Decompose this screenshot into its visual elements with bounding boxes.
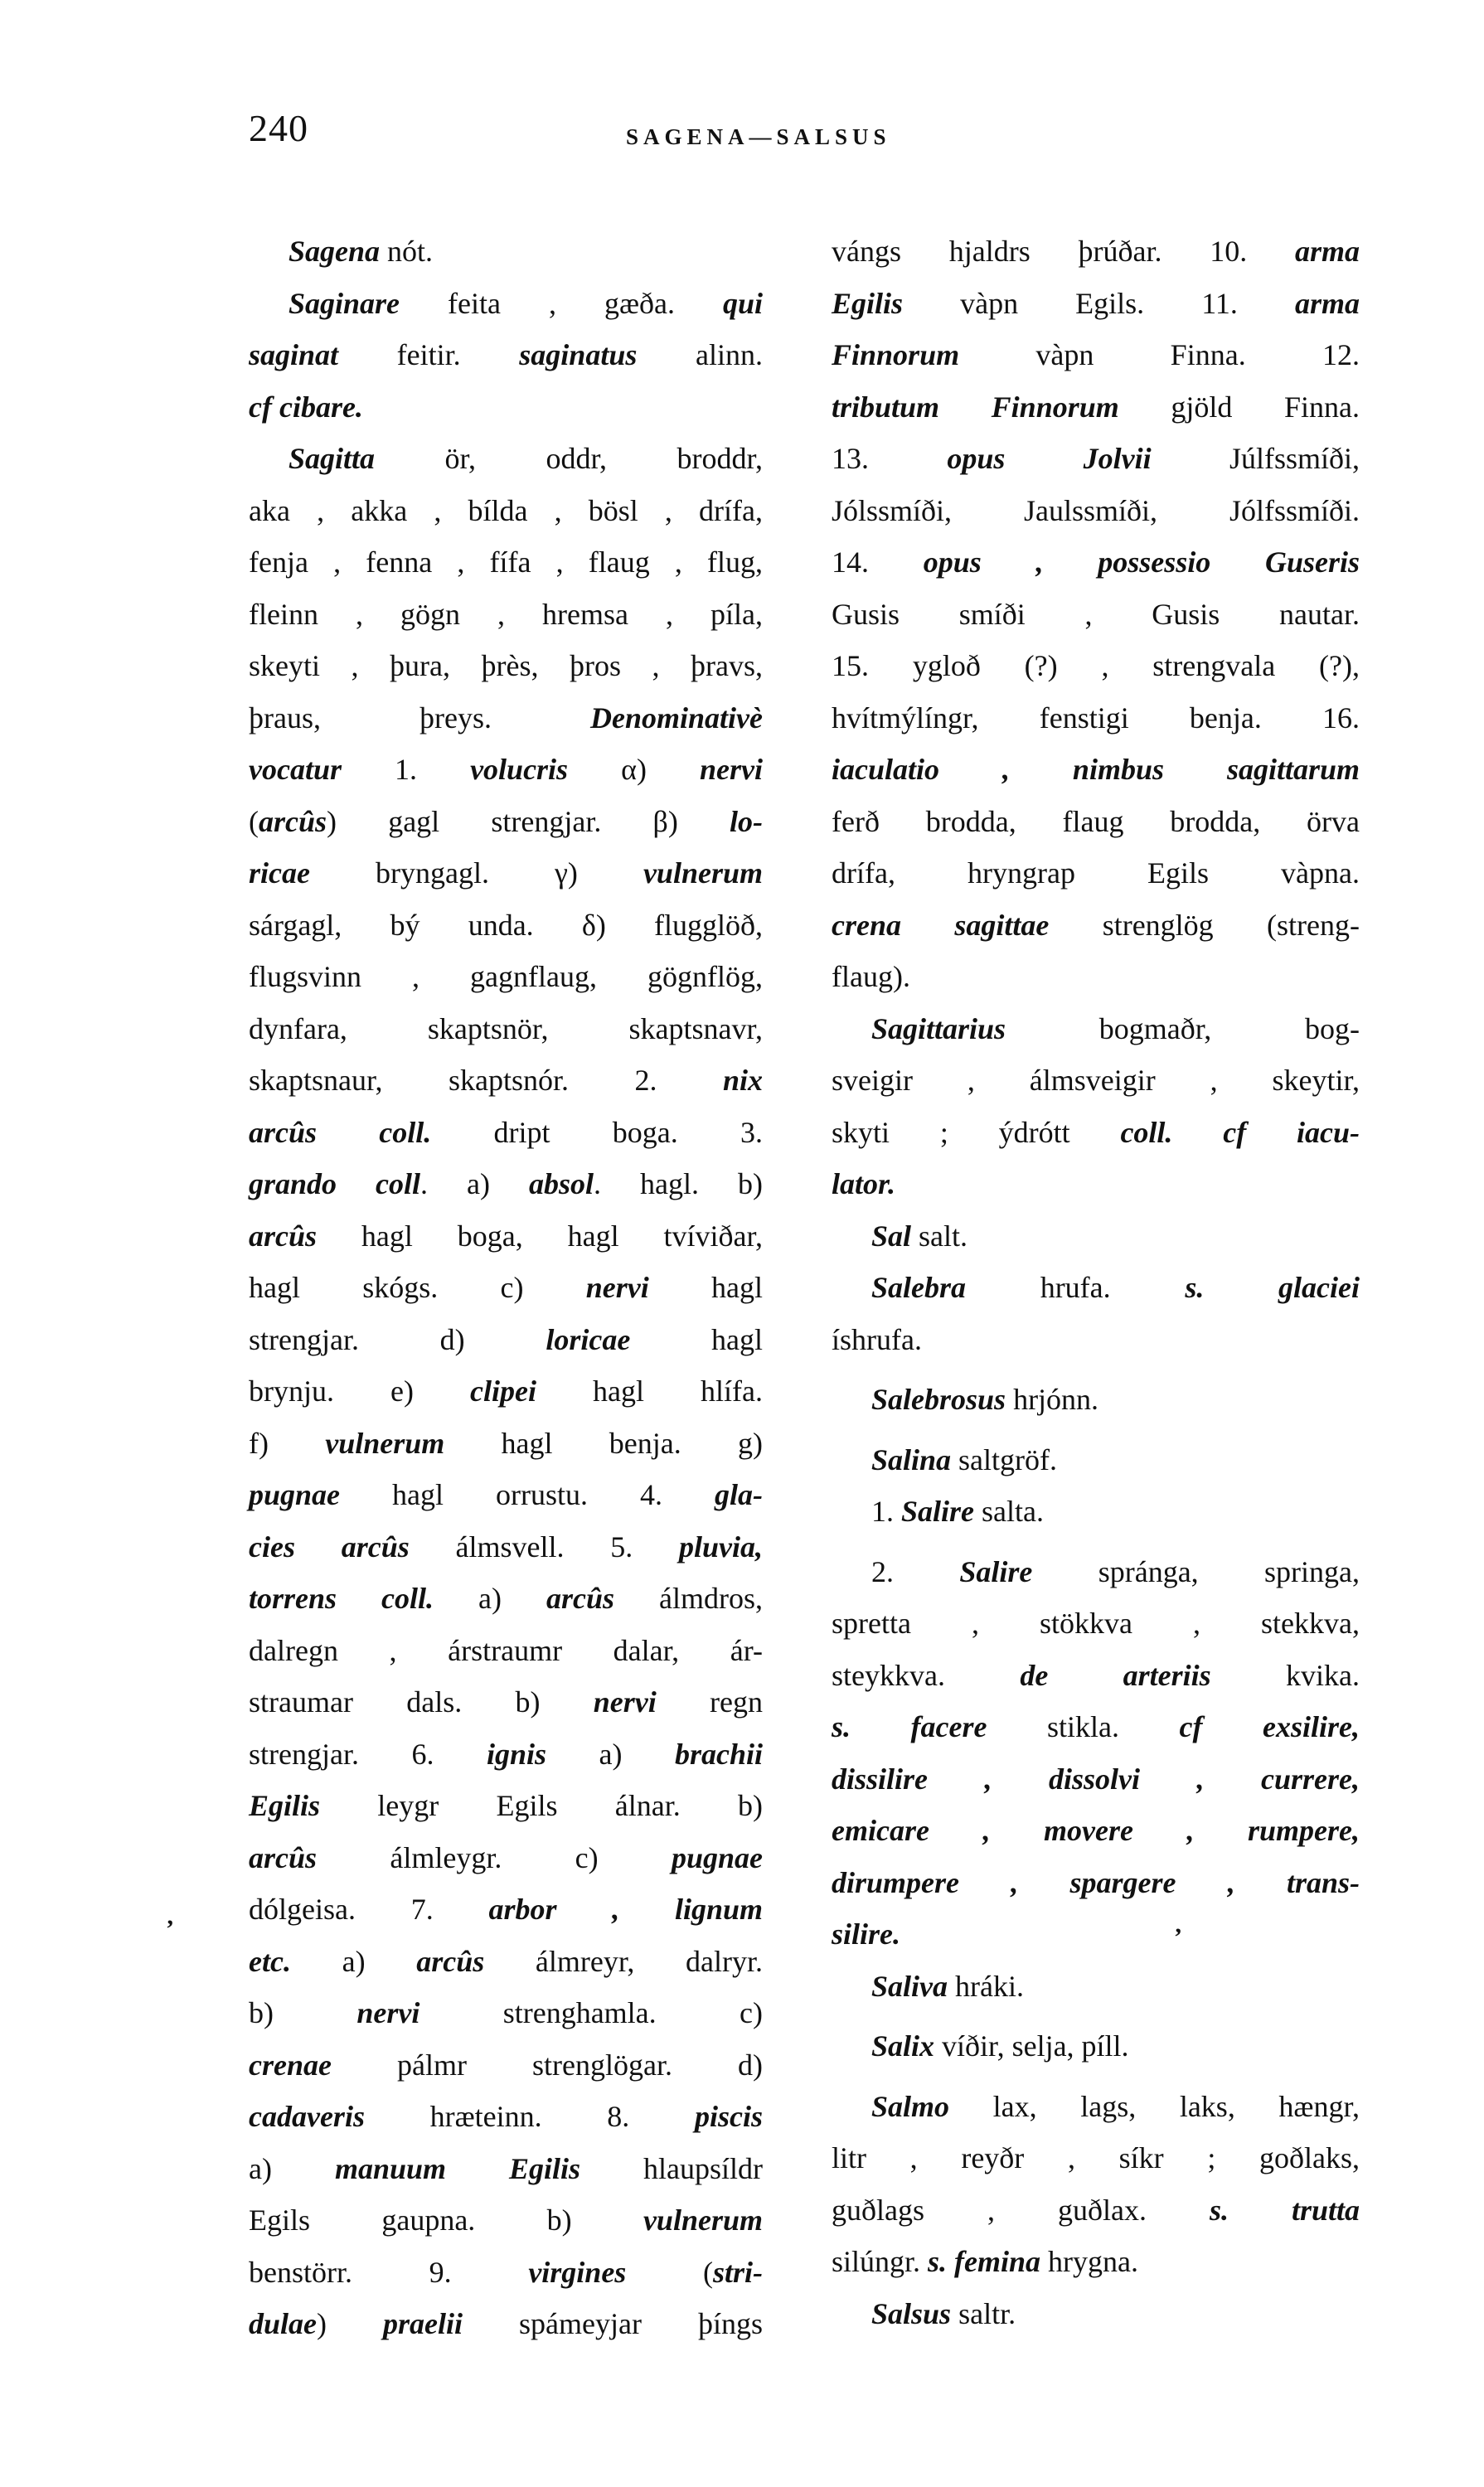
- latin-term: etc.: [249, 1944, 291, 1978]
- latin-term: vulnerum: [643, 856, 763, 890]
- latin-term: cf exsilire,: [1179, 1710, 1360, 1743]
- icelandic-text: a): [546, 1737, 675, 1771]
- icelandic-text: straumar dals. b): [249, 1685, 594, 1719]
- text-line: [249, 1728, 763, 1781]
- scan-speck: ’: [166, 1915, 174, 1942]
- icelandic-text: hagl boga, hagl tvíviðar,: [317, 1219, 763, 1253]
- latin-term: grando coll: [249, 1167, 421, 1200]
- latin-term: nervi: [585, 1271, 649, 1304]
- latin-term: arcûs: [259, 804, 327, 838]
- icelandic-text: silúngr.: [832, 2245, 929, 2278]
- latin-term: Salix: [871, 2029, 935, 2063]
- latin-term: brachii: [674, 1737, 763, 1771]
- icelandic-text: aka , akka , bílda , bösl , drífa,: [249, 493, 763, 527]
- text-line: [832, 1597, 1360, 1650]
- icelandic-text: spámeyjar þíngs: [463, 2307, 763, 2340]
- text-line: [832, 1054, 1360, 1107]
- icelandic-text: strenglög (streng-: [1049, 908, 1360, 942]
- icelandic-text: alinn.: [637, 338, 763, 371]
- latin-term: lo-: [730, 804, 763, 838]
- text-line: [249, 1054, 763, 1107]
- text-line: [832, 1374, 1360, 1426]
- latin-term: Salebra: [871, 1271, 967, 1304]
- latin-term: torrens coll.: [249, 1582, 434, 1615]
- text-line: [832, 1805, 1360, 1857]
- text-line: [249, 536, 763, 589]
- page-number: 240: [249, 107, 308, 149]
- icelandic-text: hvítmýlíngr, fenstigi benja. 16.: [832, 701, 1360, 734]
- icelandic-text: álmreyr, dalryr.: [484, 1944, 763, 1978]
- text-line: [832, 433, 1360, 485]
- icelandic-text: benstörr. 9.: [249, 2255, 529, 2289]
- latin-term: crenae: [249, 2048, 332, 2082]
- icelandic-text: 15. yglоð (?) , strengvala (?),: [832, 649, 1360, 682]
- text-line: [832, 2081, 1360, 2133]
- text-line: [249, 1573, 763, 1625]
- icelandic-text: [317, 1116, 379, 1149]
- latin-term: ignis: [486, 1737, 547, 1771]
- icelandic-text: fenja , fenna , fífa , flaug , flug,: [249, 545, 763, 579]
- icelandic-text: saltgröf.: [951, 1442, 1058, 1476]
- text-line: [249, 278, 763, 330]
- icelandic-text: . hagl. b): [594, 1167, 764, 1200]
- icelandic-text: íshrufa.: [832, 1322, 922, 1356]
- latin-term: s. trutta: [1209, 2193, 1360, 2227]
- latin-term: Sagitta: [289, 442, 376, 475]
- latin-term: clipei: [470, 1374, 536, 1408]
- icelandic-text: álmdros,: [614, 1582, 763, 1615]
- text-line: [832, 744, 1360, 796]
- icelandic-text: Jólssmíði, Jaulssmíði, Jólfssmíði.: [832, 493, 1360, 527]
- text-line: [249, 2298, 763, 2350]
- icelandic-text: ferð brodda, flaug brodda, örva: [832, 804, 1360, 838]
- icelandic-text: dólgeisa. 7.: [249, 1893, 489, 1926]
- latin-term: nervi: [700, 753, 763, 786]
- icelandic-text: hagl hlífa.: [536, 1374, 763, 1408]
- latin-term: saginat: [249, 338, 339, 371]
- icelandic-text: spretta , stökkva , stekkva,: [832, 1607, 1360, 1640]
- latin-term: arcûs: [249, 1219, 318, 1253]
- latin-term: qui: [722, 286, 763, 320]
- text-line: [249, 1314, 763, 1366]
- icelandic-text: hrjónn.: [1006, 1383, 1099, 1416]
- latin-term: Saginare: [289, 286, 400, 320]
- latin-term: Denominativè: [590, 701, 763, 734]
- text-line: [832, 640, 1360, 692]
- icelandic-text: hagl benja. g): [444, 1426, 763, 1460]
- text-line: [249, 225, 763, 278]
- text-line: [249, 381, 763, 434]
- text-line: [249, 1987, 763, 2039]
- icelandic-text: strengjar. 6.: [249, 1737, 487, 1771]
- latin-term: arcûs: [249, 1840, 318, 1874]
- icelandic-text: ) gagl strengjar. β): [327, 804, 730, 838]
- latin-term: Finnorum: [832, 338, 960, 371]
- icelandic-text: spránga, springa,: [1032, 1554, 1360, 1588]
- latin-term: nervi: [356, 1996, 420, 2029]
- latin-term: s. glaciei: [1185, 1271, 1360, 1304]
- text-line: [832, 1262, 1360, 1314]
- latin-term: praelii: [383, 2307, 463, 2340]
- icelandic-text: drífa, hryngrap Egils vàpna.: [832, 856, 1360, 890]
- icelandic-text: kvika.: [1210, 1658, 1360, 1692]
- icelandic-text: ): [317, 2307, 384, 2340]
- text-line: [832, 536, 1360, 589]
- text-line: [832, 2288, 1360, 2340]
- text-line: [249, 1625, 763, 1677]
- latin-term: nervi: [593, 1685, 657, 1719]
- text-line: [832, 951, 1360, 1003]
- text-line: [249, 2091, 763, 2143]
- text-line: [832, 589, 1360, 641]
- icelandic-text: dript boga. 3.: [431, 1115, 763, 1149]
- text-line: [832, 1158, 1360, 1210]
- text-line: [832, 1003, 1360, 1055]
- icelandic-text: hráki.: [948, 1969, 1024, 2003]
- latin-term: Salsus: [871, 2296, 952, 2330]
- latin-term: Sagittarius: [871, 1011, 1006, 1045]
- text-line: [249, 1158, 763, 1210]
- text-line: [832, 1314, 1360, 1366]
- latin-term: nix: [722, 1064, 763, 1097]
- latin-term: Egilis: [249, 1789, 321, 1822]
- latin-term: stri-: [712, 2255, 763, 2289]
- icelandic-text: ör, oddr, broddr,: [375, 442, 763, 475]
- latin-term: arcûs: [249, 1115, 318, 1149]
- icelandic-text: stikla.: [987, 1710, 1180, 1743]
- icelandic-text: fleinn , gögn , hremsa , píla,: [249, 597, 763, 631]
- icelandic-text: 1.: [342, 753, 471, 786]
- icelandic-text: flaug).: [832, 960, 910, 993]
- latin-term: de arteriis: [1020, 1658, 1211, 1692]
- latin-term: gla-: [715, 1478, 763, 1511]
- text-line: [249, 1676, 763, 1728]
- text-line: [249, 329, 763, 381]
- icelandic-text: gjöld Finna.: [1118, 390, 1360, 424]
- latin-term: s. femina: [928, 2245, 1041, 2278]
- icelandic-text: 13.: [832, 442, 948, 475]
- icelandic-text: leygr Egils álnar. b): [320, 1789, 763, 1822]
- latin-term: piscis: [694, 2100, 763, 2133]
- latin-term: vocatur: [249, 753, 342, 786]
- icelandic-text: hagl: [630, 1322, 764, 1356]
- latin-term: Sal: [871, 1219, 912, 1253]
- icelandic-text: hlaupsíldr: [580, 2151, 763, 2185]
- latin-term: volucris: [470, 753, 569, 786]
- icelandic-text: [1172, 1116, 1223, 1149]
- icelandic-text: vángs hjaldrs þrúðar. 10.: [832, 235, 1295, 268]
- icelandic-text: flugsvinn , gagnflaug, gögnflög,: [249, 960, 763, 993]
- latin-term: saginatus: [519, 338, 638, 371]
- text-line: [249, 433, 763, 485]
- icelandic-text: hrygna.: [1040, 2245, 1138, 2278]
- icelandic-text: feita , gæða.: [400, 286, 723, 320]
- latin-term: silire.: [832, 1917, 901, 1951]
- text-line: [249, 1003, 763, 1055]
- icelandic-text: lax, lags, laks, hængr,: [949, 2089, 1360, 2123]
- latin-term: opus , possessio Guseris: [923, 545, 1360, 579]
- icelandic-text: pálmr strenglögar. d): [331, 2048, 763, 2082]
- latin-term: Salire: [959, 1554, 1033, 1588]
- latin-term: absol: [529, 1167, 594, 1200]
- text-line: [832, 1857, 1360, 1909]
- latin-term: arbor , lignum: [488, 1893, 763, 1926]
- latin-term: vulnerum: [643, 2203, 763, 2237]
- icelandic-text: hræteinn. 8.: [364, 2100, 695, 2133]
- latin-term: coll.: [379, 1115, 432, 1149]
- text-line: [832, 329, 1360, 381]
- icelandic-text: dalregn , árstraumr dalar, ár-: [249, 1633, 763, 1667]
- latin-term: pugnae: [671, 1840, 763, 1874]
- icelandic-text: álmsvell. 5.: [409, 1530, 679, 1563]
- text-line: [249, 1780, 763, 1832]
- latin-term: pluvia,: [678, 1530, 763, 1563]
- icelandic-text: dynfara, skaptsnör, skaptsnavr,: [249, 1011, 763, 1045]
- icelandic-text: regn: [656, 1685, 763, 1719]
- latin-term: Salmo: [871, 2089, 950, 2123]
- latin-term: cadaveris: [249, 2100, 365, 2133]
- text-line: [832, 1546, 1360, 1598]
- icelandic-text: salt.: [911, 1219, 968, 1253]
- latin-term: arcûs: [546, 1582, 615, 1615]
- icelandic-text: a): [434, 1582, 546, 1615]
- icelandic-text: litr , reyðr , síkr ; goðlaks,: [832, 2141, 1360, 2174]
- latin-term: dissilire , dissolvi , currere,: [832, 1762, 1360, 1796]
- latin-term: lator.: [832, 1167, 896, 1200]
- icelandic-text: skeyti , þura, þrès, þros , þravs,: [249, 649, 763, 682]
- icelandic-text: Gusis smíði , Gusis nautar.: [832, 597, 1360, 631]
- text-line: [249, 1418, 763, 1470]
- text-line: [832, 1650, 1360, 1702]
- icelandic-text: feitir.: [338, 338, 520, 371]
- icelandic-text: vàpn Egils. 11.: [903, 286, 1295, 320]
- text-line: [249, 1832, 763, 1884]
- latin-term: cies arcûs: [249, 1530, 410, 1563]
- text-line: [249, 692, 763, 744]
- text-line: [832, 2236, 1360, 2288]
- text-line: [832, 381, 1360, 434]
- icelandic-text: salta.: [974, 1495, 1044, 1528]
- latin-term: Sagena: [289, 235, 381, 268]
- icelandic-text: bogmaðr, bog-: [1006, 1011, 1360, 1045]
- icelandic-text: strengjar. d): [249, 1322, 546, 1356]
- latin-term: dirumpere , spargere , trans-: [832, 1865, 1360, 1899]
- text-line: [832, 485, 1360, 537]
- latin-term: arma: [1294, 286, 1360, 320]
- text-line: [249, 1521, 763, 1573]
- latin-term: Egilis: [832, 286, 904, 320]
- text-line: [249, 847, 763, 899]
- text-line: [249, 1210, 763, 1263]
- icelandic-text: saltr.: [951, 2296, 1016, 2330]
- icelandic-text: a): [290, 1944, 417, 1978]
- icelandic-text: þraus, þreys.: [249, 701, 591, 734]
- running-head: SAGENA—SALSUS: [626, 124, 891, 149]
- text-line: [249, 1262, 763, 1314]
- icelandic-text: steykkva.: [832, 1658, 1021, 1692]
- latin-term: crena sagittae: [832, 908, 1050, 942]
- latin-term: dulae: [249, 2307, 318, 2340]
- text-line: [249, 1936, 763, 1988]
- text-line: [832, 1753, 1360, 1806]
- latin-term: virgines: [528, 2255, 627, 2289]
- latin-term: pugnae: [249, 1478, 341, 1511]
- text-line: [249, 640, 763, 692]
- icelandic-text: (: [626, 2255, 713, 2289]
- text-line: [249, 485, 763, 537]
- text-line: [832, 899, 1360, 952]
- icelandic-text: hagl orrustu. 4.: [340, 1478, 715, 1511]
- text-line: [832, 278, 1360, 330]
- text-line: [249, 2039, 763, 2092]
- icelandic-text: α): [568, 753, 700, 786]
- latin-term: cf iacu-: [1223, 1115, 1360, 1149]
- text-line: [249, 796, 763, 848]
- latin-term: Salina: [871, 1442, 952, 1476]
- icelandic-text: . a): [420, 1167, 530, 1200]
- text-line: [832, 1961, 1360, 2013]
- right-column: [832, 225, 1360, 2339]
- text-line: [832, 2184, 1360, 2237]
- icelandic-text: skaptsnaur, skaptsnór. 2.: [249, 1064, 723, 1097]
- text-line: [832, 796, 1360, 848]
- icelandic-text: álmleygr. c): [317, 1840, 672, 1874]
- icelandic-text: (: [249, 804, 259, 838]
- latin-term: s. facere: [832, 1710, 987, 1743]
- latin-term: opus Jolvii: [947, 442, 1152, 475]
- latin-term: cf cibare.: [249, 390, 363, 424]
- latin-term: emicare , movere , rumpere,: [832, 1814, 1360, 1847]
- left-column: [249, 225, 763, 2350]
- latin-term: manuum Egilis: [334, 2151, 581, 2185]
- latin-term: coll.: [1120, 1115, 1173, 1149]
- latin-term: loricae: [546, 1322, 631, 1356]
- text-line: [249, 744, 763, 796]
- text-line: [249, 2194, 763, 2247]
- text-line: [832, 1107, 1360, 1159]
- icelandic-text: víðir, selja, píll.: [934, 2029, 1129, 2063]
- text-line: [249, 2247, 763, 2299]
- latin-term: Saliva: [871, 1969, 948, 2003]
- text-line: [832, 692, 1360, 744]
- text-line: [832, 1486, 1360, 1538]
- latin-term: Salebrosus: [871, 1383, 1006, 1416]
- icelandic-text: 14.: [832, 545, 924, 579]
- text-line: [832, 1908, 1360, 1961]
- latin-term: Salire: [901, 1495, 975, 1528]
- icelandic-text: a): [249, 2151, 335, 2185]
- text-line: [249, 899, 763, 952]
- icelandic-text: Júlfssmíði,: [1151, 442, 1360, 475]
- icelandic-text: skyti ; ýdrótt: [832, 1115, 1121, 1149]
- text-line: [832, 1210, 1360, 1263]
- latin-term: ricae: [249, 856, 310, 890]
- page-header: [249, 106, 1360, 164]
- text-line: [249, 951, 763, 1003]
- icelandic-text: brynju. e): [249, 1374, 471, 1408]
- latin-term: arma: [1294, 235, 1360, 268]
- icelandic-text: Egils gaupna. b): [249, 2203, 643, 2237]
- latin-term: iaculatio , nimbus sagittarum: [832, 753, 1360, 786]
- icelandic-text: nót.: [380, 235, 434, 268]
- icelandic-text: hagl skógs. c): [249, 1271, 586, 1304]
- icelandic-text: hagl: [648, 1271, 764, 1304]
- icelandic-text: f): [249, 1426, 326, 1460]
- text-line: [832, 2132, 1360, 2184]
- icelandic-text: strenghamla. c): [419, 1996, 763, 2029]
- icelandic-text: hrufa.: [966, 1271, 1186, 1304]
- text-line: [249, 1107, 763, 1159]
- icelandic-text: vàpn Finna. 12.: [959, 338, 1360, 371]
- text-line: [832, 847, 1360, 899]
- latin-term: arcûs: [416, 1944, 485, 1978]
- icelandic-text: bryngagl. γ): [309, 856, 643, 890]
- icelandic-text: sveigir , álmsveigir , skeytir,: [832, 1064, 1360, 1097]
- text-line: [249, 1365, 763, 1418]
- icelandic-text: guðlags , guðlax.: [832, 2193, 1210, 2227]
- text-line: [832, 2020, 1360, 2072]
- icelandic-text: 1.: [871, 1495, 901, 1528]
- text-line: [249, 589, 763, 641]
- text-line: [249, 1883, 763, 1936]
- text-line: [832, 225, 1360, 278]
- icelandic-text: sárgagl, bý unda. δ) flugglöð,: [249, 908, 763, 942]
- latin-term: vulnerum: [325, 1426, 445, 1460]
- scan-speck: ’: [1174, 1923, 1182, 1951]
- icelandic-text: b): [249, 1996, 357, 2029]
- icelandic-text: 2.: [871, 1554, 960, 1588]
- latin-term: tributum Finnorum: [832, 390, 1119, 424]
- text-line: [249, 2143, 763, 2195]
- text-line: [249, 1469, 763, 1521]
- text-line: [832, 1701, 1360, 1753]
- text-line: [832, 1434, 1360, 1486]
